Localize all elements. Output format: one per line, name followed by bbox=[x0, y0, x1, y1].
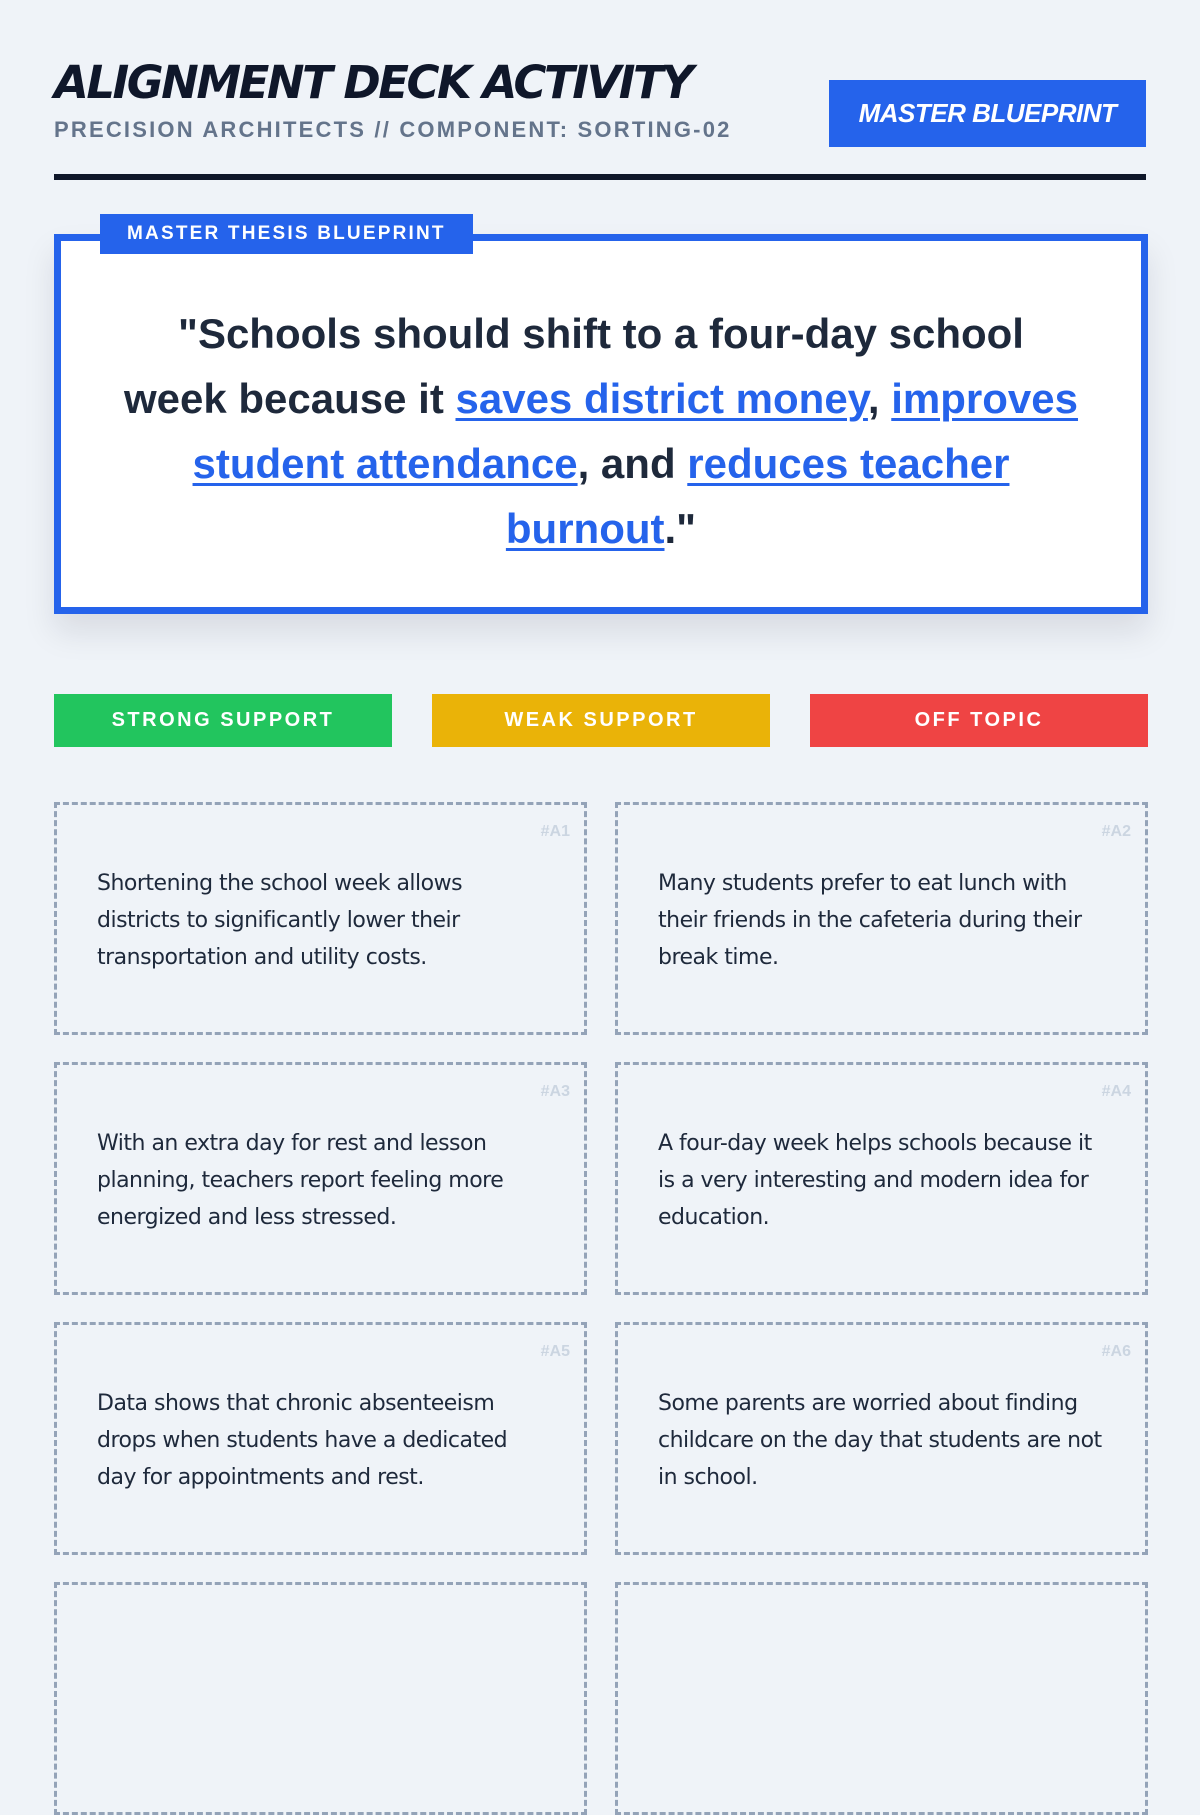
evidence-card-a2[interactable] bbox=[615, 802, 1148, 1035]
card-id: #A1 bbox=[540, 823, 570, 840]
thesis-close: ." bbox=[664, 505, 697, 552]
thesis-lead: Schools should shift to a four-day school week because it bbox=[123, 310, 1024, 422]
card-text: Data shows that chronic absenteeism drops when students have a dedicated day for appointments and rest. bbox=[97, 1391, 508, 1490]
card-text: With an extra day for rest and lesson planning, teachers report feeling more energized and less stressed. bbox=[97, 1131, 504, 1230]
thesis-reason-attendance: improves student attendance bbox=[192, 375, 1079, 487]
card-id: #A3 bbox=[540, 1083, 570, 1100]
thesis-tag: MASTER THESIS BLUEPRINT bbox=[100, 214, 473, 254]
master-blueprint-button[interactable]: MASTER BLUEPRINT bbox=[829, 80, 1146, 147]
thesis-panel bbox=[54, 223, 1148, 614]
card-id: #A2 bbox=[1101, 823, 1131, 840]
evidence-card-partial[interactable] bbox=[615, 1582, 1148, 1815]
evidence-card-a3[interactable] bbox=[54, 1062, 587, 1295]
card-id: #A6 bbox=[1101, 1343, 1131, 1360]
evidence-card-a1[interactable] bbox=[54, 802, 587, 1035]
evidence-card-partial[interactable] bbox=[54, 1582, 587, 1815]
thesis-reason-burnout: reduces teacher burnout bbox=[505, 440, 1010, 552]
card-text: A four-day week helps schools because it is a very interesting and modern idea for education. bbox=[658, 1131, 1092, 1230]
off-topic-bin[interactable]: OFF TOPIC bbox=[810, 694, 1148, 747]
thesis-separator-1: , bbox=[867, 375, 892, 422]
evidence-card-a4[interactable] bbox=[615, 1062, 1148, 1295]
evidence-card-a5[interactable] bbox=[54, 1322, 587, 1555]
page-subtitle: PRECISION ARCHITECTS // COMPONENT: SORTING-02 bbox=[54, 117, 732, 142]
card-id: #A4 bbox=[1101, 1083, 1131, 1100]
header-divider bbox=[54, 174, 1146, 180]
card-text: Some parents are worried about finding childcare on the day that students are not in school. bbox=[658, 1391, 1102, 1490]
page-header bbox=[54, 0, 1146, 180]
category-bins bbox=[54, 694, 1148, 747]
card-text: Many students prefer to eat lunch with their friends in the cafeteria during their break time. bbox=[658, 871, 1082, 970]
page-title: ALIGNMENT DECK ACTIVITY bbox=[54, 56, 692, 109]
evidence-card-a6[interactable] bbox=[615, 1322, 1148, 1555]
thesis-reason-money: saves district money bbox=[455, 375, 868, 422]
thesis-separator-2: , and bbox=[577, 440, 688, 487]
card-id: #A5 bbox=[540, 1343, 570, 1360]
card-text: Shortening the school week allows districts to significantly lower their transportation and utility costs. bbox=[97, 871, 463, 970]
thesis-statement bbox=[121, 301, 1081, 561]
weak-support-bin[interactable]: WEAK SUPPORT bbox=[432, 694, 770, 747]
strong-support-bin[interactable]: STRONG SUPPORT bbox=[54, 694, 392, 747]
thesis-open-quote: " bbox=[178, 310, 198, 357]
